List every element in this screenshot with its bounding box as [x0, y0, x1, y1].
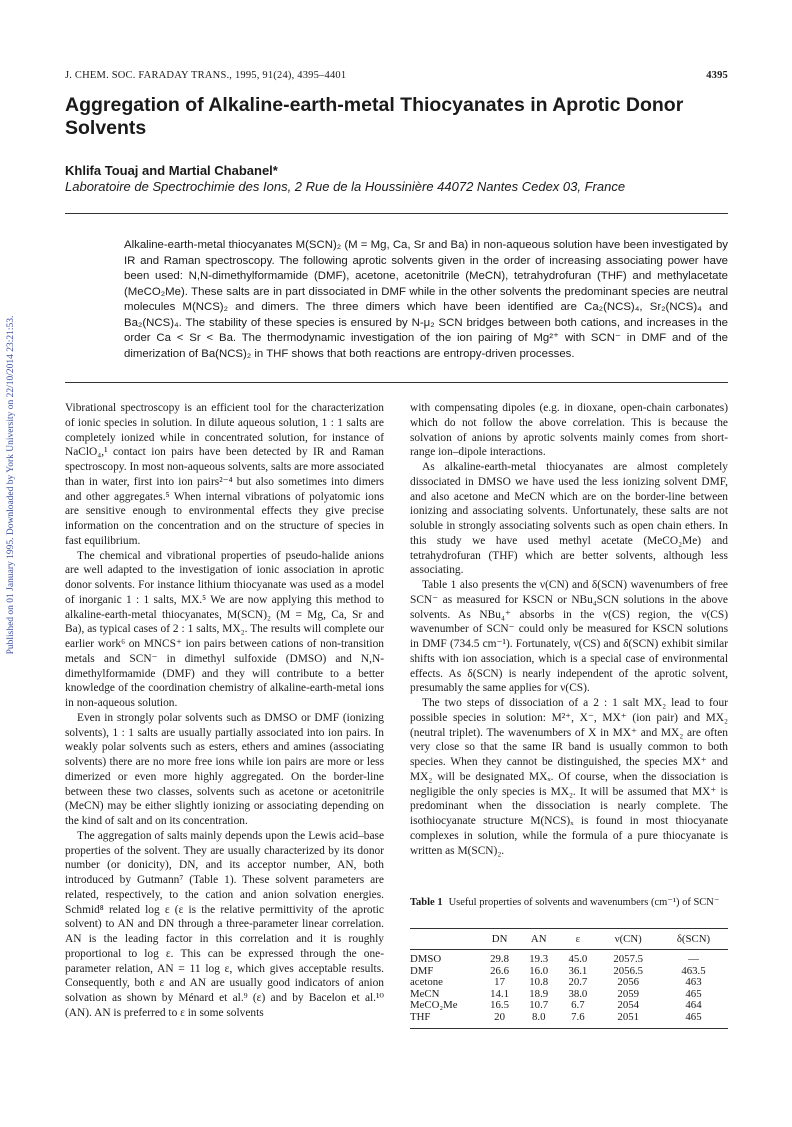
- table-cell: 2056: [617, 976, 640, 989]
- table-cell: —: [688, 953, 699, 965]
- paragraph: The aggregation of salts mainly depends upon the Lewis acid–base properties of the solvent. They are usually characterized by its donor number (or donicity), DN, and its acceptor number, AN, both introduced by Gutmann⁷ (Table 1). These solvent parameters are related, respectively, to the cation and anion solvation energies. Schmid⁸ related log ε (ε is the relative permittivity of the aprotic solvent) to AN and DN through a three-parameter linear correlation. AN is the leading factor in this correlation and it is roughly proportional to log ε. This can be expressed through the one-parameter relation, AN = 11 log ε, which gives acceptable results. Consequently, both ε and AN are usually good indicators of anion solvation as shown by Ménard et al.⁹ (ε) and by Bacelon et al.¹⁰ (AN). AN is preferred to ε in some solvents: [65, 829, 384, 1019]
- table-cell: 2057.5: [613, 953, 644, 965]
- paragraph: The chemical and vibrational properties of pseudo-halide anions are well adapted to the investigation of ionic association in aprotic donor solvents. For instance lithium thiocyanate was used as a model of inorganic 1 : 1 salts, MX.⁵ We are now applying this method to alkaline-earth-metal thiocyanates, M(SCN)₂ (M = Mg, Ca, Sr and Ba), as typical cases of 2 : 1 salts, MX₂. The results will complete our earlier work⁶ on MNCS⁺ ion pairs between cations of non-transition metals and SCN⁻ in dimethyl sulfoxide (DMSO) and N,N-dimethylformamide (DMF) and they will contribute to a better knowledge of the coordination chemistry of alkaline-earth-metal ions in non-aqueous solution.: [65, 549, 384, 709]
- table-cell: 16.0: [529, 964, 549, 977]
- table-cell: 14.1: [490, 987, 510, 1000]
- table-header-cell: ν(CN): [614, 933, 642, 945]
- table-cell: 8.0: [531, 1010, 546, 1023]
- abstract: Alkaline-earth-metal thiocyanates M(SCN)₂ (M = Mg, Ca, Sr and Ba) in non-aqueous solution have been investigated by IR and Raman spectroscopy. The following aprotic solvents given in the order of increasing associating power have been used: N,N-dimethylformamide (DMF), acetone, acetonitrile (MeCN), tetrahydrofuran (THF) and methylacetate (MeCO₂Me). These salts are in part dissociated in DMF while in the other solvents the predominant species are neutral molecules M(NCS)₂ and dimers. The three dimers which have been identified are Ca₂(NCS)₄, Sr₂(NCS)₄ and Ba₂(NCS)₄. The stability of these species is ensured by N-μ₂ SCN bridges between both cations, and increases in the order Ca < Sr < Ba. The thermodynamic investigation of the ion pairing of Mg²⁺ with SCN⁻ in DMF and of the dimerization of Ba(NCS)₂ in THF shows that both reactions are entropy-driven processes.: [124, 239, 728, 360]
- left-column: [65, 401, 384, 1021]
- table-cell: 29.8: [490, 953, 510, 965]
- table-header-cell: δ(SCN): [676, 933, 711, 945]
- paragraph: The two steps of dissociation of a 2 : 1 salt MX₂ lead to four possible species in solution: M²⁺, X⁻, MX⁺ (ion pair) and MX₂ (neutral triplet). The wavenumbers of X in MX⁺ and MX₂ are often very close so that the same IR band is usually common to both species. When they cannot be distinguished, the species MX⁺ and MX₂ will be designated MXₓ. Of course, when the dissociation is negligible the only species is MX₂. It will be assumed that MX⁺ is predominant when the dissociation is nearly complete. The isothiocyanate structure M(NCS)ₓ is found in most thiocyanate complexes in solution, while the formula of a pure thiocyanate is written as M(SCN)₂.: [410, 697, 728, 857]
- page-number: 4395: [706, 70, 728, 81]
- author-affiliation: Laboratoire de Spectrochimie des Ions, 2 Rue de la Houssinière 44072 Nantes Cedex 03, France: [65, 179, 626, 194]
- table-cell: 19.3: [529, 953, 549, 965]
- table-header-cell: ε: [575, 933, 581, 945]
- table-cell: DMF: [410, 964, 434, 977]
- table-cell: 16.5: [490, 999, 510, 1012]
- table-caption: [410, 896, 728, 909]
- paragraph: with compensating dipoles (e.g. in dioxane, open-chain carbonates) which do not follow the above correlation. This is because the solvation of anions by aprotic solvents mainly comes from short-range ion–dipole interactions.: [410, 402, 728, 459]
- table-row: [410, 1012, 728, 1028]
- table-cell: 20.7: [568, 976, 588, 989]
- table-cell: 10.7: [529, 999, 549, 1012]
- table-cell: 2059: [617, 987, 640, 1000]
- solvent-properties-table: [410, 928, 728, 1029]
- table-cell: 17: [494, 976, 505, 989]
- download-note[interactable]: Published on 01 January 1995. Downloaded by York University on 22/10/2014 23:21:53.: [6, 315, 16, 655]
- table-cell: 2051: [617, 1010, 640, 1023]
- table-row: [410, 1000, 728, 1012]
- table-cell: 20: [494, 1010, 505, 1023]
- table-cell: DMSO: [410, 953, 442, 965]
- journal-citation: J. CHEM. SOC. FARADAY TRANS., 1995, 91(24), 4395–4401: [65, 70, 347, 81]
- table-cell: 2056.5: [613, 964, 644, 977]
- table-cell: MeCN: [410, 987, 440, 1000]
- table-cell: 45.0: [568, 953, 588, 965]
- table-cell: 465: [685, 1010, 702, 1023]
- table-label: Table 1: [410, 897, 443, 908]
- table-cell: 36.1: [568, 964, 588, 977]
- right-column: [410, 401, 728, 858]
- table-header-cell: AN: [530, 933, 547, 945]
- table-cell: 463.5: [681, 964, 706, 977]
- table-cell: 7.6: [571, 1010, 585, 1023]
- table-row: [410, 950, 728, 966]
- table-header-row: [410, 929, 728, 950]
- paragraph: As alkaline-earth-metal thiocyanates are almost completely dissociated in DMSO we have used the less ionizing solvent DMF, and also acetone and MeCN which are on the border-line between ionizing and associating solvents. Unfortunately, these salts are not soluble in strongly associating solvents such as open chain ethers. In this study we have used methyl acetate (MeCO₂Me) and tetrahydrofuran (THF) which are better solvents, although less associating.: [410, 461, 728, 577]
- table-cell: acetone: [410, 976, 443, 989]
- paragraph: Vibrational spectroscopy is an efficient tool for the characterization of ionic species in solution. In dilute aqueous solution, 1 : 1 salts are completely ionized while in concentrated solution, for instance of NaClO₄,¹ contact ion pairs have been detected by IR and Raman spectroscopy. In most non-aqueous solvents, salts are more associated than in water, first into ion pairs²⁻⁴ but also sometimes into dimers and other aggregates.⁵ When internal vibrations of polyatomic ions are sensitive enough to environmental effects they give precise information on the concentration and on the structure of species in fast equilibrium.: [65, 402, 384, 547]
- table-cell: 463: [685, 976, 702, 989]
- author-list: Khlifa Touaj and Martial Chabanel*: [65, 163, 278, 178]
- table-cell: MeCO₂Me: [410, 999, 458, 1012]
- article-title: Aggregation of Alkaline-earth-metal Thiocyanates in Aprotic Donor Solvents: [65, 94, 684, 139]
- table-cell: 18.9: [529, 987, 549, 1000]
- table-cell: 26.6: [490, 964, 510, 977]
- running-header: [65, 70, 728, 81]
- table-cell: 38.0: [568, 987, 588, 1000]
- table-cell: 2054: [617, 999, 640, 1012]
- download-watermark: [4, 250, 18, 720]
- table-header-cell: [410, 929, 480, 950]
- table-cell: 6.7: [571, 999, 585, 1012]
- paragraph: Even in strongly polar solvents such as DMSO or DMF (ionizing solvents), 1 : 1 salts are usually partially associated into ion pairs. In weakly polar solvents such as esters, ethers and amines (associating solvents) there are no more free ions while ion pairs are more or less dimerized or even more highly aggregated. On the border-line between these two classes, solvents such as acetone or acetonitrile (MeCN) may be either slightly ionizing or associating depending on the kind of salt and on its concentration.: [65, 711, 384, 827]
- table-caption-text: Useful properties of solvents and wavenumbers (cm⁻¹) of SCN⁻: [448, 897, 720, 908]
- paragraph: Table 1 also presents the ν(CN) and δ(SCN) wavenumbers of free SCN⁻ as measured for KSCN or NBu₄SCN solutions in the above solvents. As NBu₄⁺ absorbs in the ν(CS) region, the ν(CS) wavenumber of SCN⁻ could only be measured for KSCN solutions in DMF (734.5 cm⁻¹). Fortunately, ν(CS) and δ(SCN) exhibit similar shifts with ion association, which is a special case of environmental effects. As δ(SCN) is nearly independent of the aprotic solvent, presumably the same applies for ν(CS).: [410, 579, 728, 695]
- table-header-cell: DN: [491, 933, 508, 945]
- header-divider: [65, 213, 728, 214]
- table-cell: 10.8: [529, 976, 549, 989]
- table-cell: THF: [410, 1010, 431, 1023]
- table-cell: 464: [685, 999, 702, 1012]
- table-cell: 465: [685, 987, 702, 1000]
- abstract-divider: [65, 382, 728, 383]
